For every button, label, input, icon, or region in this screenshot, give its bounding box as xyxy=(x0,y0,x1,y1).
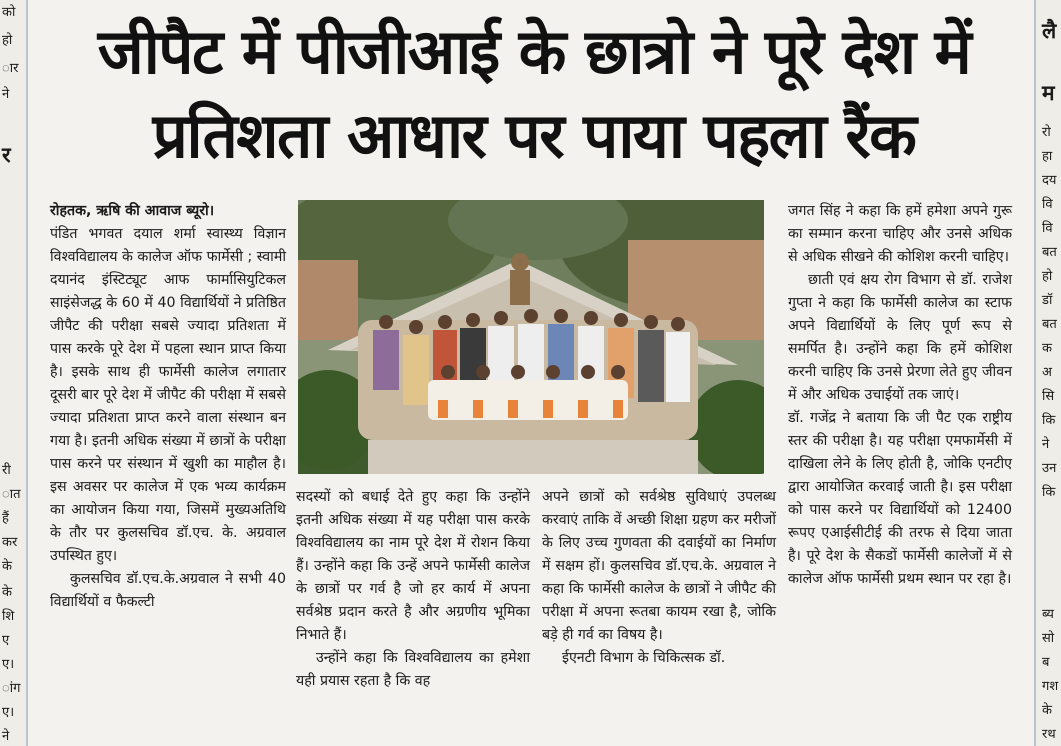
left-strip-fragment: ात xyxy=(2,487,21,502)
right-strip-fragment: अ xyxy=(1042,365,1052,380)
left-strip-fragment: ए। xyxy=(2,657,15,672)
column-4-paragraph-2: छाती एवं क्षय रोग विभाग से डॉ. राजेश गुप्ता ने कहा कि फार्मेसी कालेज का स्टाफ अपने विद्यार्थियों के लिए पूर्ण रूप से समर्पित है। उन्होंने कहा कि हमें कोशिश करनी चाहिए कि उनसे प्रेरणा लेते हुए जीवन में और अधिक उचाईयों तक जाएं। xyxy=(788,272,1012,403)
left-strip-fragment: शि xyxy=(2,609,15,624)
article-column-1 xyxy=(50,200,286,614)
right-strip-fragment: गश xyxy=(1042,679,1059,694)
right-strip-fragment: ब्य xyxy=(1042,607,1054,622)
left-strip-fragment: हैं xyxy=(2,511,9,526)
right-strip-fragment: बत xyxy=(1042,245,1057,260)
column-4-paragraph-3: डॉ. गजेंद्र ने बताया कि जी पैट एक राष्ट्रीय स्तर की परीक्षा है। यह परीक्षा एमफार्मेसी में दाखिला लेने के लिए होती है, जोकि एनटीए द्वारा आयोजित करवाई जाती है। इस परीक्षा को पास करने पर विद्यार्थियों को 12400 रूपए एआईसीटीई की तरफ से दिया जाता है। पूरे देश के सैकडों फार्मेसी कालेजों में से कालेज ऑफ फार्मेसी प्रथम स्थान पर रहा है। xyxy=(788,410,1012,587)
left-strip-fragment: र xyxy=(2,143,11,167)
group-photo-illustration xyxy=(298,200,764,474)
right-strip-fragment: म xyxy=(1042,81,1055,105)
left-strip-fragment: ने xyxy=(2,87,10,102)
adjacent-article-right xyxy=(1034,0,1061,746)
dateline: रोहतक, ऋषि की आवाज ब्यूरो। xyxy=(50,203,215,219)
right-strip-fragment: ने xyxy=(1042,437,1050,452)
headline-line-1: जीपैट में पीजीआई के छात्रो ने पूरे देश में xyxy=(97,15,971,88)
column-2-paragraph-2: उन्होंने कहा कि विश्वविद्यालय का हमेशा यही प्रयास रहता है कि वह xyxy=(296,650,530,689)
left-strip-fragment: री xyxy=(2,463,11,478)
left-strip-fragment: ने xyxy=(2,729,10,744)
column-4-paragraph-1: जगत सिंह ने कहा कि हमें हमेशा अपने गुरू का सम्मान करना चाहिए और उनसे अधिक से अधिक सीखने की कोशिश करनी चाहिए। xyxy=(788,203,1012,265)
right-strip-fragment: डॉ xyxy=(1042,293,1053,308)
right-strip-fragment: सि xyxy=(1042,389,1055,404)
left-strip-fragment: के xyxy=(2,585,12,600)
headline-line-2: प्रतिशता आधार पर पाया पहला रैंक xyxy=(152,99,916,172)
headline xyxy=(34,10,1034,178)
column-3-paragraph-2: ईएनटी विभाग के चिकित्सक डॉ. xyxy=(562,650,726,666)
article-column-4 xyxy=(788,200,1012,591)
right-strip-fragment: वि xyxy=(1042,197,1053,212)
article-column-3 xyxy=(542,486,776,670)
adjacent-article-left xyxy=(0,0,28,746)
right-strip-fragment: बत xyxy=(1042,317,1057,332)
right-strip-fragment: कि xyxy=(1042,485,1056,500)
right-strip-fragment: वि xyxy=(1042,221,1053,236)
left-strip-fragment: के xyxy=(2,559,12,574)
article-column-2 xyxy=(296,486,530,693)
left-strip-fragment: कर xyxy=(2,535,18,550)
next-article-edge xyxy=(296,737,1016,746)
left-strip-fragment: को xyxy=(2,5,16,20)
left-strip-fragment: ए। xyxy=(2,705,15,720)
column-2-paragraph-1: सदस्यों को बधाई देते हुए कहा कि उन्होंने इतनी अधिक संख्या में यह परीक्षा पास करके विश्वविद्यालय का नाम पूरे देश में रोशन किया हैं। उन्होंने कहा कि उन्हें अपने फार्मेसी कालेज के छात्रों पर गर्व है जो हर कार्य में अपना सर्वश्रेष्ठ प्रदान करते है और अग्रणीय भूमिका निभाते हैं। xyxy=(296,489,530,643)
right-strip-fragment: रो xyxy=(1042,125,1051,140)
right-strip-fragment: क xyxy=(1042,341,1052,356)
left-strip-fragment: हो xyxy=(2,33,13,48)
column-1-paragraph-1: पंडित भगवत दयाल शर्मा स्वास्थ्य विज्ञान विश्वविद्यालय के कालेज ऑफ फार्मेसी ; स्वामी दयानंद इंस्टिट्यूट आफ फार्मासियुटिकल साइंसेजद्ध के 60 में 40 विद्यार्थियों ने प्रतिष्ठित जीपैट की परीक्षा सबसे ज्यादा प्रतिशता में पास करके पूरे देश में पहला स्थान प्राप्त किया है। इसके साथ ही फार्मेसी कालेज लगातार दूसरी बार पूरे देश में जीपैट की परीक्षा में सबसे ज्यादा प्रतिशता प्राप्त करने वाला संस्थान बन गया है। इतनी अधिक संख्या में छात्रों के परीक्षा पास करने पर संस्थान में खुशी का माहौल है। इस अवसर पर कालेज में एक भव्य कार्यक्रम का आयोजन किया गया, जिसमें मुख्यअतिथि के तौर पर कुलसचिव डॉ.एच. के. अग्रवाल उपस्थित हुए। xyxy=(50,226,287,564)
right-strip-fragment: सो xyxy=(1042,631,1055,646)
right-strip-fragment: के xyxy=(1042,703,1052,718)
right-strip-fragment: हा xyxy=(1042,149,1053,164)
column-3-paragraph-1: अपने छात्रों को सर्वश्रेष्ठ सुविधाएं उपलब्ध करवाएं ताकि वें अच्छी शिक्षा ग्रहण कर मरीजों के लिए उच्च गुणवता की दवाईयों का निर्माण में सक्षम हों। कुलसचिव डॉ.एच.के. अग्रवाल ने कहा कि फार्मेसी कालेज के छात्रों ने जीपैट की परीक्षा में अपना रूतबा कायम रखा है, जोकि बड़े ही गर्व का विषय है। xyxy=(542,489,776,643)
column-1-paragraph-2: कुलसचिव डॉ.एच.के.अग्रवाल ने सभी 40 विद्यार्थियों व फैकल्टी xyxy=(50,571,286,610)
left-strip-fragment: ए xyxy=(2,633,10,648)
right-strip-fragment: रथ xyxy=(1042,727,1056,742)
right-strip-fragment: ब xyxy=(1042,655,1050,670)
left-strip-fragment: ांग xyxy=(2,681,21,696)
right-strip-fragment: लै xyxy=(1042,19,1057,43)
right-strip-fragment: कि xyxy=(1042,413,1056,428)
right-strip-fragment: हो xyxy=(1042,269,1053,284)
group-photo xyxy=(298,200,764,474)
right-strip-fragment: दय xyxy=(1042,173,1057,188)
left-strip-fragment: ार xyxy=(2,61,19,76)
right-strip-fragment: उन xyxy=(1042,461,1057,476)
